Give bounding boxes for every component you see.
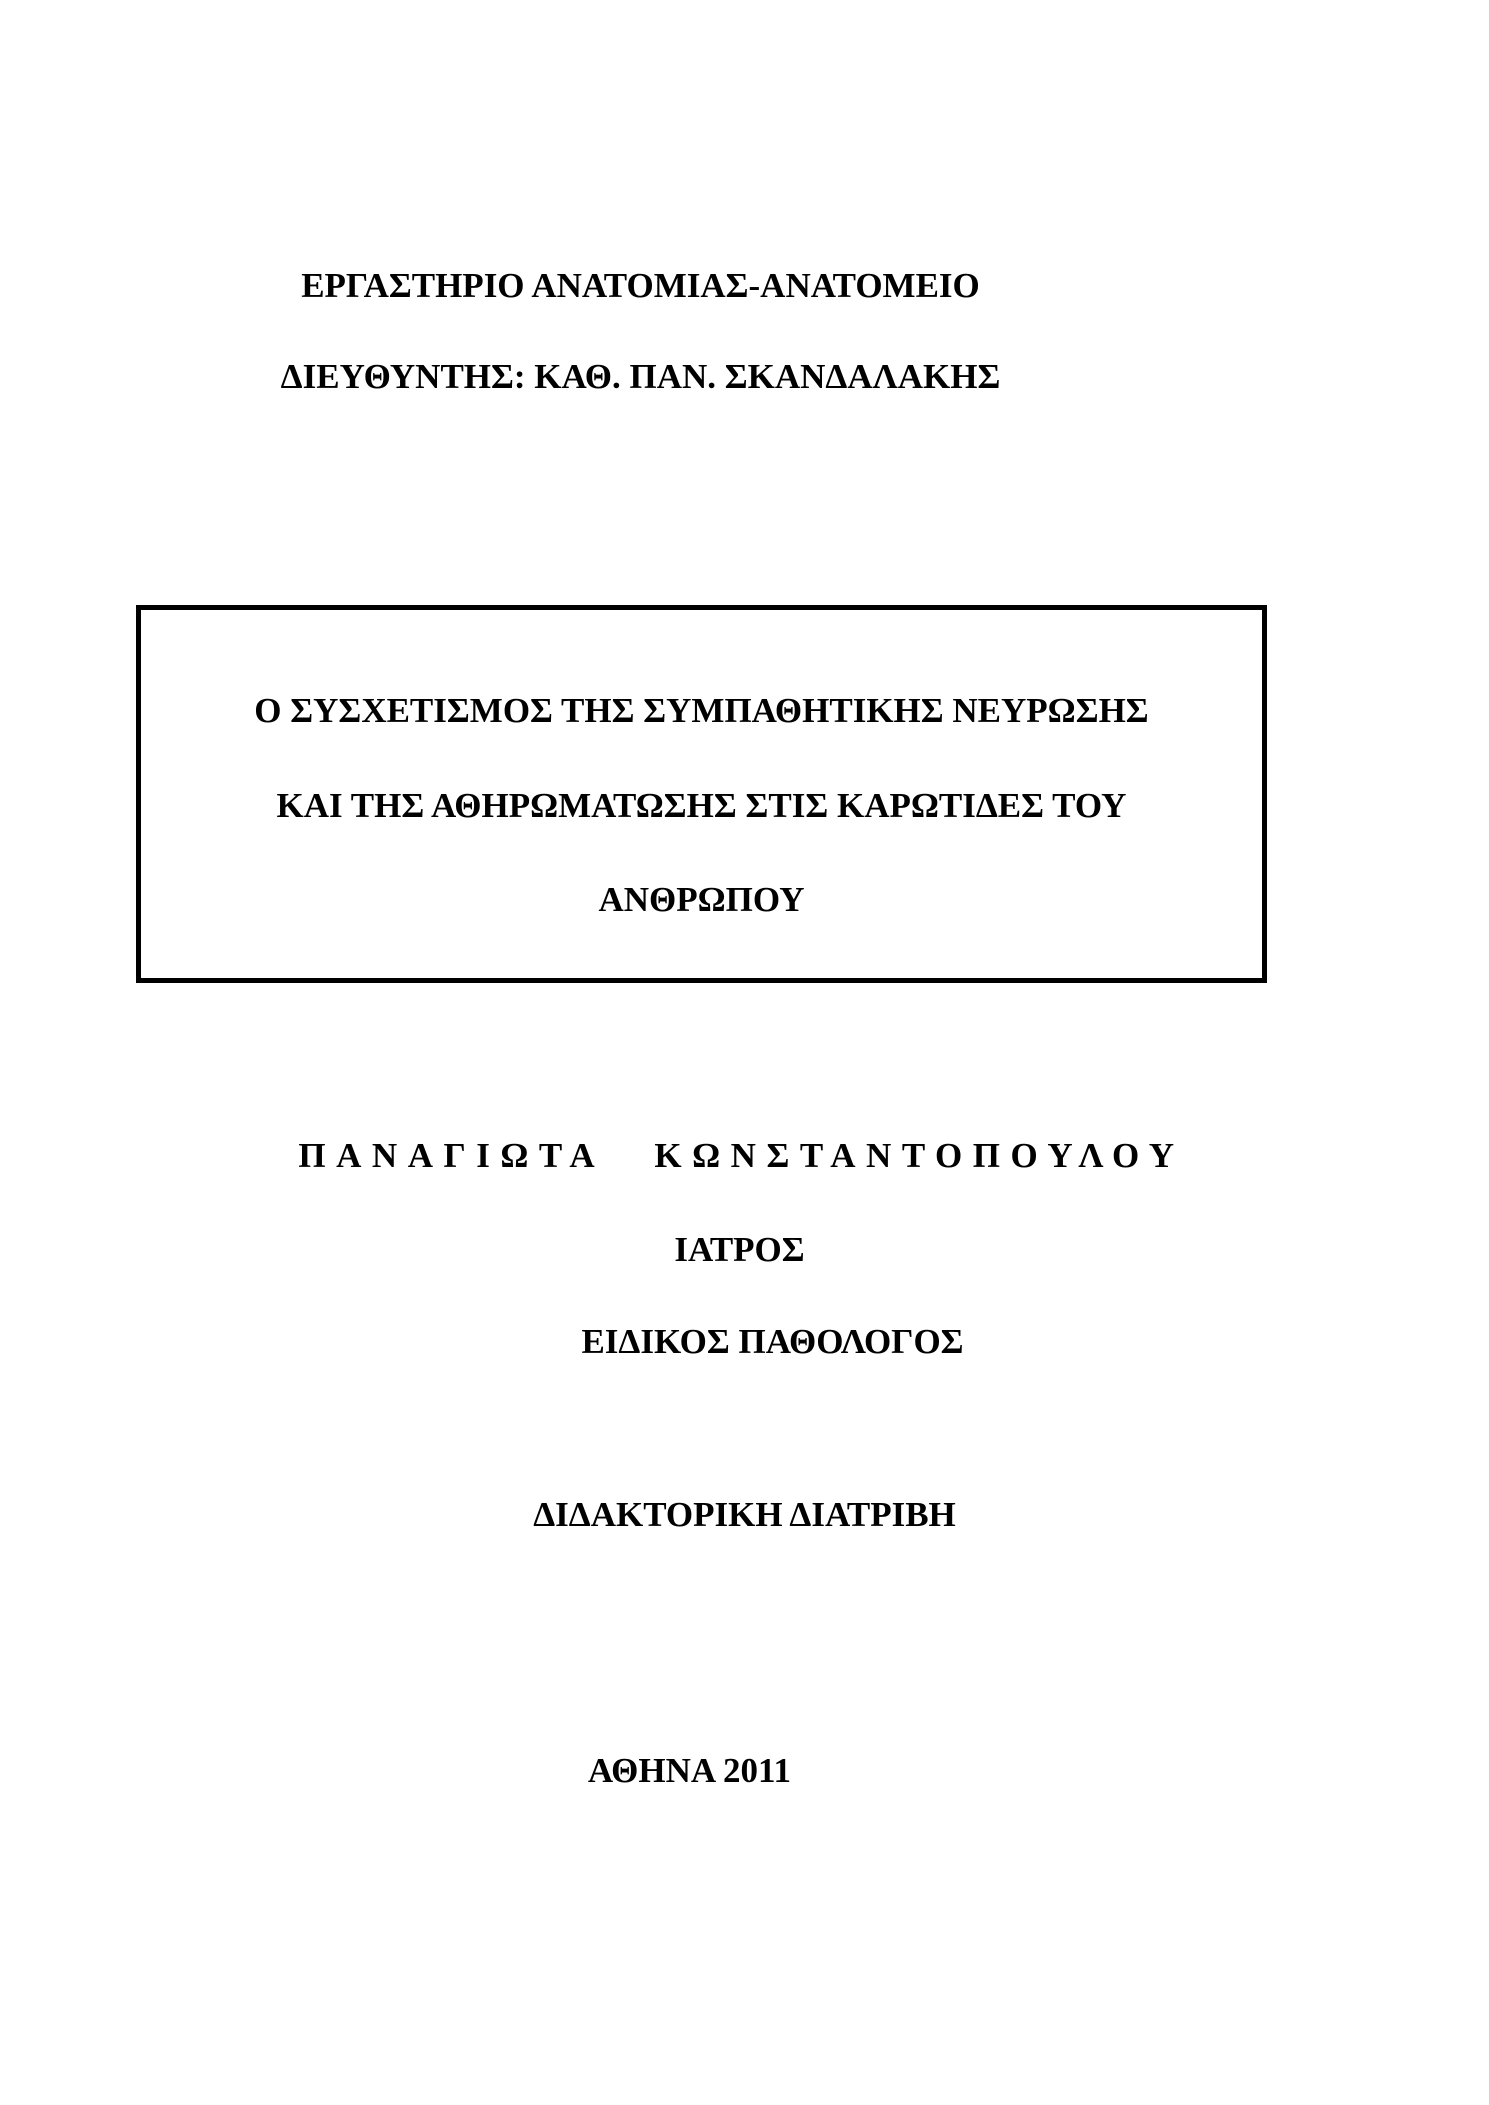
thesis-title-box [136, 605, 1267, 983]
author-role: ΙΑΤΡΟΣ [674, 1230, 805, 1269]
thesis-title-line-3: ΑΝΘΡΩΠΟΥ [598, 880, 805, 919]
laboratory-heading: ΕΡΓΑΣΤΗΡΙΟ ΑΝΑΤΟΜΙΑΣ-ΑΝΑΤΟΜΕΙΟ [301, 266, 980, 305]
author-specialty: ΕΙΔΙΚΟΣ ΠΑΘΟΛΟΓΟΣ [581, 1322, 964, 1361]
director-heading: ΔΙΕΥΘΥΝΤΗΣ: ΚΑΘ. ΠΑΝ. ΣΚΑΝΔΑΛΑΚΗΣ [280, 357, 1001, 396]
place-year: ΑΘΗΝΑ 2011 [587, 1751, 792, 1790]
thesis-title-line-2: ΚΑΙ ΤΗΣ ΑΘΗΡΩΜΑΤΩΣΗΣ ΣΤΙΣ ΚΑΡΩΤΙΔΕΣ ΤΟΥ [276, 786, 1127, 825]
document-type: ΔΙΔΑΚΤΟΡΙΚΗ ΔΙΑΤΡΙΒΗ [533, 1495, 956, 1534]
author-name: ΠΑΝΑΓΙΩΤΑ ΚΩΝΣΤΑΝΤΟΠΟΥΛΟΥ [298, 1136, 1185, 1175]
thesis-title-line-1: Ο ΣΥΣΧΕΤΙΣΜΟΣ ΤΗΣ ΣΥΜΠΑΘΗΤΙΚΗΣ ΝΕΥΡΩΣΗΣ [254, 691, 1149, 730]
